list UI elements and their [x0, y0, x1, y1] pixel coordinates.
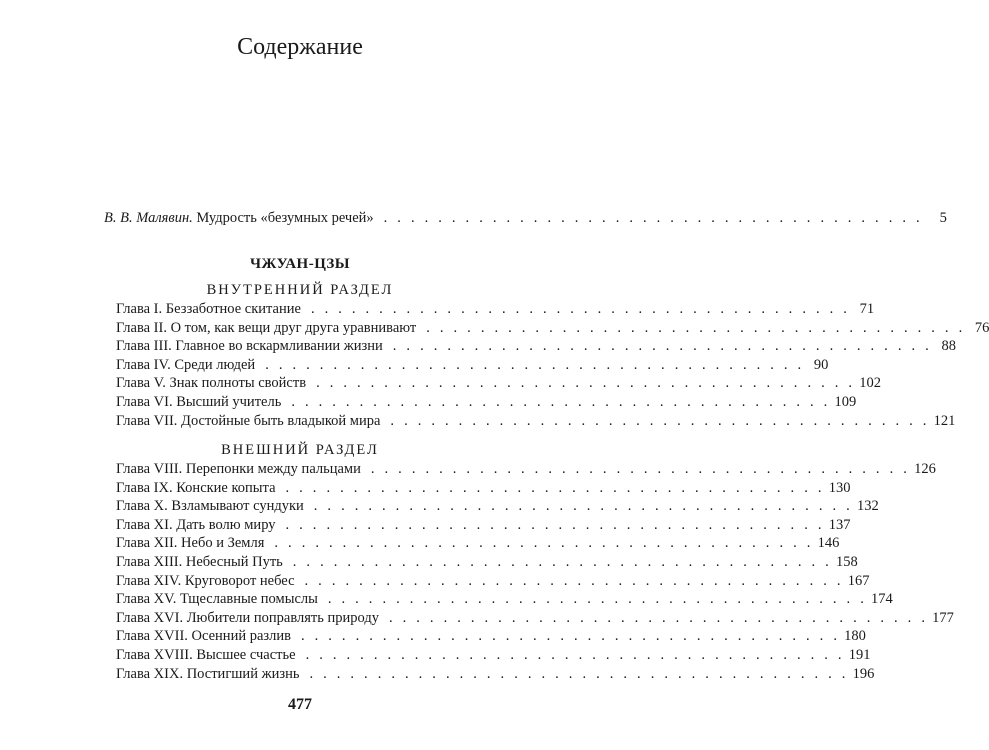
section-heading-inner: ВНУТРЕННИЙ РАЗДЕЛ [206, 282, 394, 298]
toc-entry-page-number: 180 [844, 628, 866, 645]
toc-entry-label: Глава XV. Тщеславные помыслы [116, 591, 318, 608]
toc-entry-page-number: 76 [974, 319, 989, 336]
intro-page-number: 5 [939, 210, 947, 226]
toc-entry-label: Глава V. Знак полноты свойств [116, 375, 307, 392]
section-heading-outer: ВНЕШНИЙ РАЗДЕЛ [221, 442, 379, 458]
toc-entry-label: Глава X. Взламывают сундуки [116, 498, 304, 515]
toc-entry-page-number: 126 [914, 461, 936, 477]
leader-dots: . . . . . . . . . . . . . . . . . . . . . . . . . . . . . . . . . . . . . . . . [392, 338, 932, 355]
toc-entry [116, 393, 857, 411]
toc-entry-page-number: 132 [856, 498, 879, 515]
toc-entry [116, 479, 851, 497]
toc-entry-page-number: 130 [828, 479, 851, 496]
toc-entry-label: Глава XVI. Любители поправлять природу [116, 609, 379, 626]
leader-dots: . . . . . . . . . . . . . . . . . . . . . . . . . . . . . . . . . . . . . . . . [316, 375, 856, 392]
toc-entry-label: Глава XVIII. Высшее счастье [116, 647, 296, 663]
leader-dots: . . . . . . . . . . . . . . . . . . . . . . . . . . . . . . . . . . . . . . . . [313, 498, 853, 515]
leader-dots: . . . . . . . . . . . . . . . . . . . . . . . . . . . . . . . . . . . . . . . . [285, 479, 825, 496]
leader-dots: . . . . . . . . . . . . . . . . . . . . . . . . . . . . . . . . . . . . . . . . [388, 609, 929, 626]
leader-dots: . . . . . . . . . . . . . . . . . . . . . . . . . . . . . . . . . . . . . . . . [292, 554, 832, 570]
toc-entry-label: Глава VI. Высший учитель [116, 394, 282, 410]
toc-entry [116, 356, 829, 374]
intro-author: В. В. Малявин. [104, 210, 193, 226]
toc-entry-label: Глава XIII. Небесный Путь [116, 554, 283, 570]
leader-dots: . . . . . . . . . . . . . . . . . . . . . . . . . . . . . . . . . . . . . . . . [291, 394, 831, 410]
toc-entry [116, 337, 956, 355]
toc-entry-label: Глава XVII. Осенний разлив [116, 628, 291, 645]
toc-entry-page-number: 146 [817, 535, 840, 552]
book-title: ЧЖУАН-ЦЗЫ [249, 256, 351, 272]
toc-entry [116, 319, 989, 337]
toc-entry-label: Глава II. О том, как вещи друг друга уравнивают [116, 319, 417, 336]
leader-dots: . . . . . . . . . . . . . . . . . . . . . . . . . . . . . . . . . . . . . . . . [274, 535, 814, 552]
leader-dots: . . . . . . . . . . . . . . . . . . . . . . . . . . . . . . . . . . . . . . . . [310, 301, 851, 317]
toc-entry [116, 553, 858, 571]
toc-entry-page-number: 174 [871, 591, 893, 608]
leader-dots: . . . . . . . . . . . . . . . . . . . . . . . . . . . . . . . . . . . . . . . . [305, 647, 845, 663]
toc-entry-label: Глава VIII. Перепонки между пальцами [116, 461, 361, 477]
toc-entry [116, 665, 875, 683]
leader-dots: . . . . . . . . . . . . . . . . . . . . . . . . . . . . . . . . . . . . . . . . [390, 412, 930, 429]
toc-entry-page-number: 90 [813, 356, 829, 373]
toc-entry-page-number: 191 [848, 647, 871, 663]
toc-entry-page-number: 196 [852, 665, 875, 682]
toc-entry-page-number: 177 [932, 609, 954, 626]
toc-entry [116, 516, 851, 534]
toc-entry-label: Глава XIX. Постигший жизнь [116, 665, 300, 682]
toc-entry [116, 497, 879, 515]
page-folio: 477 [288, 696, 312, 713]
toc-entry-page-number: 109 [834, 394, 857, 410]
toc-entry-page-number: 88 [941, 338, 956, 355]
toc-entry [116, 460, 936, 478]
toc-entry [116, 412, 956, 430]
toc-entry-label: Глава IV. Среди людей [116, 356, 256, 373]
toc-entry-page-number: 167 [847, 572, 870, 589]
leader-dots: . . . . . . . . . . . . . . . . . . . . . . . . . . . . . . . . . . . . . . . . [285, 516, 825, 533]
leader-dots: . . . . . . . . . . . . . . . . . . . . . . . . . . . . . . . . . . . . . . . . [383, 210, 923, 226]
leader-dots: . . . . . . . . . . . . . . . . . . . . . . . . . . . . . . . . . . . . . . . . [309, 665, 849, 682]
toc-entry-label: Глава IX. Конские копыта [116, 479, 276, 496]
toc-entry [116, 534, 840, 552]
toc-entry [116, 646, 871, 664]
intro-text: Мудрость «безумных речей» [192, 210, 374, 226]
toc-entry-label: Глава XIV. Круговорот небес [116, 572, 295, 589]
leader-dots: . . . . . . . . . . . . . . . . . . . . . . . . . . . . . . . . . . . . . . . . [265, 356, 805, 373]
toc-entry [116, 572, 870, 590]
toc-entry-page-number: 121 [933, 412, 956, 429]
intro-entry [104, 209, 947, 227]
toc-entry [116, 627, 866, 645]
toc-entry-page-number: 137 [828, 516, 851, 533]
toc-entry-label: Глава I. Беззаботное скитание [116, 301, 301, 317]
toc-entry-page-number: 102 [859, 375, 881, 392]
page-title: Содержание [237, 34, 363, 60]
toc-entry-label: Глава XI. Дать волю миру [116, 516, 276, 533]
toc-entry-page-number: 158 [835, 554, 858, 570]
toc-entry-label: Глава VII. Достойные быть владыкой мира [116, 412, 381, 429]
toc-entry [116, 374, 881, 392]
toc-entry [116, 609, 954, 627]
leader-dots: . . . . . . . . . . . . . . . . . . . . . . . . . . . . . . . . . . . . . . . . [327, 591, 868, 608]
leader-dots: . . . . . . . . . . . . . . . . . . . . . . . . . . . . . . . . . . . . . . . . [304, 572, 844, 589]
leader-dots: . . . . . . . . . . . . . . . . . . . . . . . . . . . . . . . . . . . . . . . . [426, 319, 966, 336]
toc-entry-label: Глава III. Главное во вскармливании жизни [116, 338, 383, 355]
leader-dots: . . . . . . . . . . . . . . . . . . . . . . . . . . . . . . . . . . . . . . . . [370, 461, 911, 477]
toc-entry-page-number: 71 [859, 301, 875, 317]
toc-entry-label: Глава XII. Небо и Земля [116, 535, 265, 552]
toc-entry [116, 300, 875, 318]
leader-dots: . . . . . . . . . . . . . . . . . . . . . . . . . . . . . . . . . . . . . . . . [300, 628, 841, 645]
toc-entry [116, 590, 893, 608]
